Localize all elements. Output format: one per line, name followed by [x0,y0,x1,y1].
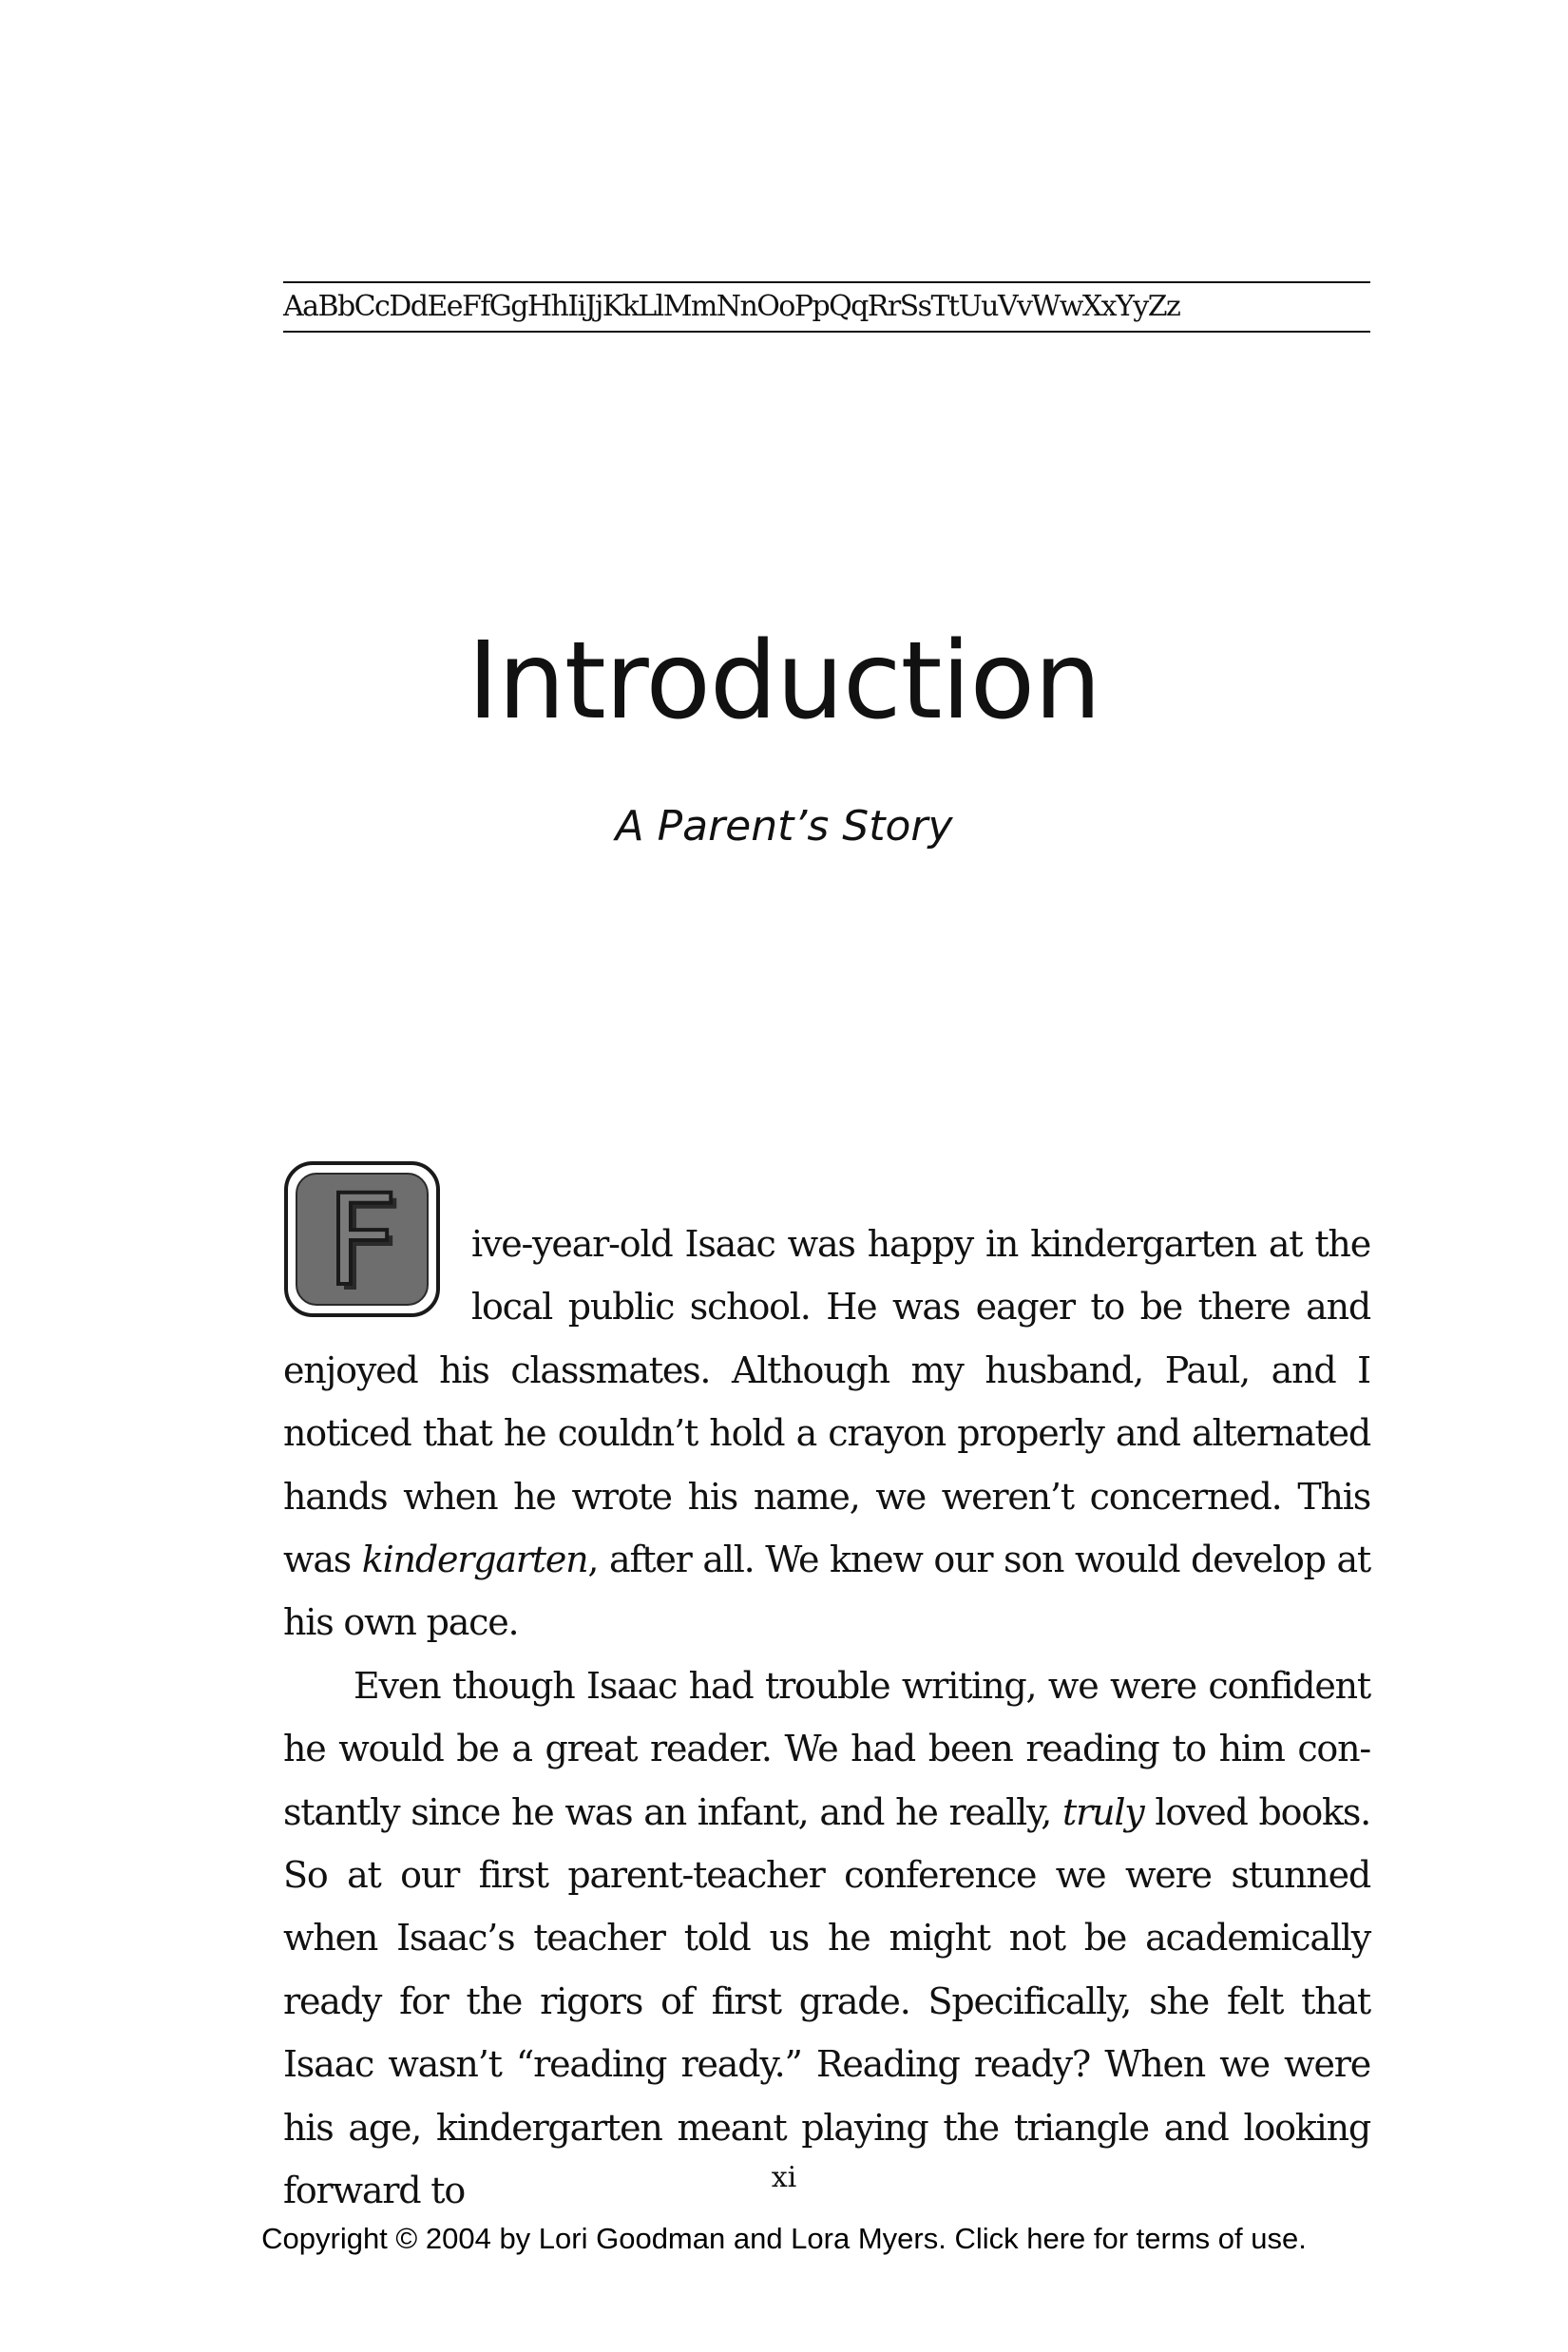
paragraph-1 [283,1213,1370,1654]
paragraph-1-segment-3: , after all. We knew our son would develop at his own pace. [283,1539,1370,1644]
body-text [283,1213,1370,2223]
paragraph-2-emphasis: truly [1062,1790,1144,1833]
alphabet-header-band [283,281,1370,333]
chapter-subtitle: A Parent’s Story [615,802,953,851]
alphabet-header-text: AaBbCcDdEeFfGgHhIiJjKkLlMmNnOoPpQqRrSsTtUuVvWwXxYyZz [283,290,1180,323]
page-number: xi [771,2161,797,2194]
paragraph-1-emphasis: kindergarten [361,1539,588,1581]
paragraph-2-segment-3: loved books. So at our first parent-teacher conference we were stunned when Isaac’s teacher told us he might not be academically ready for the rigors of first grade. Specifically, she felt that Isaac wasn’t “reading ready.” Reading ready? When we were his age, kindergarten meant playing the triangle and looking forward to [283,1790,1371,2212]
chapter-title: Introduction [467,620,1101,743]
copyright-notice[interactable] [0,2220,1568,2258]
paragraph-2-segment-1: Even though Isaac had trouble writing, we were confident he would be a great reader. We had been reading to him con-stantly since he was an infant, and he really, [283,1664,1370,1833]
copyright-terms-link[interactable]: Copyright © 2004 by Lori Goodman and Lora Myers. Click here for terms of use. [261,2222,1307,2255]
paragraph-1-segment-1: ive-year-old Isaac was happy in kindergarten at the local public school. He was eager to be there and enjoyed his classmates. Although my husband, Paul, and I noticed that he couldn’t hold a crayon properly and alternated hands when he wrote his name, we weren’t concerned. This was [283,1223,1370,1581]
paragraph-2 [283,1654,1370,2223]
drop-cap-letter: F [326,1173,398,1306]
